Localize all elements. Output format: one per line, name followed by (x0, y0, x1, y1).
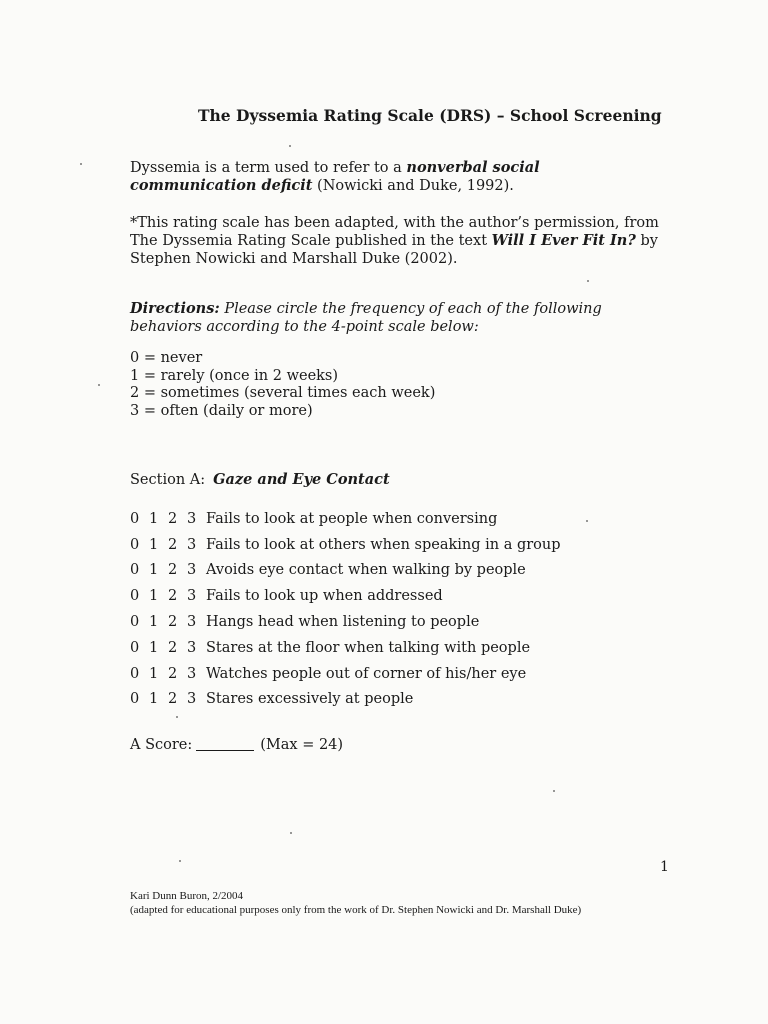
rating-option-0[interactable]: 0 (130, 691, 140, 708)
rating-option-2[interactable]: 2 (168, 588, 178, 605)
behavior-text: Stares at the floor when talking with people (206, 639, 531, 656)
rating-row (130, 661, 561, 687)
book-title: Will I Ever Fit In? (491, 232, 636, 249)
rating-option-1[interactable]: 1 (149, 562, 159, 579)
rating-option-3[interactable]: 3 (187, 536, 197, 553)
rating-option-2[interactable]: 2 (168, 510, 178, 527)
directions-paragraph (130, 300, 650, 336)
scan-speck (179, 860, 181, 862)
directions-text: Please circle the frequency of each of the following behaviors according to the 4-point scale below: (130, 301, 602, 335)
page-number: 1 (660, 859, 669, 875)
section-name: Gaze and Eye Contact (213, 471, 390, 488)
rating-options (130, 640, 206, 656)
scale-item: 1 = rarely (once in 2 weeks) (130, 367, 339, 384)
rating-row (130, 583, 561, 609)
rating-option-1[interactable]: 1 (149, 536, 159, 553)
score-max: (Max = 24) (260, 737, 344, 753)
rating-option-3[interactable]: 3 (187, 562, 197, 579)
scan-speck (553, 790, 555, 792)
rating-items (130, 506, 561, 712)
scan-speck (80, 163, 82, 165)
scan-speck (290, 832, 292, 834)
rating-option-2[interactable]: 2 (168, 536, 178, 553)
behavior-text: Fails to look up when addressed (206, 588, 443, 605)
footer-note: (adapted for educational purposes only from the work of Dr. Stephen Nowicki and Dr. Marshall Duke) (130, 904, 582, 916)
rating-option-0[interactable]: 0 (130, 562, 140, 579)
intro-text-after: (Nowicki and Duke, 1992). (312, 178, 514, 194)
directions-lead: Directions: (130, 300, 220, 317)
rating-row (130, 609, 561, 635)
scan-speck (289, 145, 291, 147)
rating-option-3[interactable]: 3 (187, 614, 197, 631)
scan-speck (587, 280, 589, 282)
rating-option-2[interactable]: 2 (168, 639, 178, 656)
score-line (130, 737, 343, 753)
scale-item: 2 = sometimes (several times each week) (130, 385, 436, 401)
rating-option-3[interactable]: 3 (187, 588, 197, 605)
behavior-text: Fails to look at people when conversing (206, 510, 498, 527)
rating-option-3[interactable]: 3 (187, 510, 197, 527)
rating-row (130, 635, 561, 661)
rating-options (130, 614, 206, 630)
rating-option-1[interactable]: 1 (149, 614, 159, 631)
rating-option-1[interactable]: 1 (149, 588, 159, 605)
score-label: A Score: (130, 737, 193, 753)
scale-item: 3 = often (daily or more) (130, 402, 313, 419)
page-footer (130, 889, 581, 917)
behavior-text: Hangs head when listening to people (206, 614, 480, 631)
adaptation-text-before: *This rating scale has been adapted, with the author’s permission, from The Dyssemia Rating Scale published in the text (130, 215, 659, 249)
rating-row (130, 687, 561, 713)
rating-row (130, 532, 561, 558)
rating-option-0[interactable]: 0 (130, 510, 140, 527)
score-blank-field[interactable] (196, 750, 254, 751)
rating-option-0[interactable]: 0 (130, 536, 140, 553)
rating-options (130, 511, 206, 527)
scan-speck (586, 520, 588, 522)
rating-option-0[interactable]: 0 (130, 665, 140, 682)
rating-option-2[interactable]: 2 (168, 665, 178, 682)
behavior-text: Avoids eye contact when walking by people (206, 562, 526, 579)
rating-option-1[interactable]: 1 (149, 639, 159, 656)
rating-option-0[interactable]: 0 (130, 588, 140, 605)
rating-option-3[interactable]: 3 (187, 639, 197, 656)
rating-option-0[interactable]: 0 (130, 614, 140, 631)
adaptation-paragraph (130, 214, 660, 268)
rating-option-2[interactable]: 2 (168, 691, 178, 708)
intro-text-before: Dyssemia is a term used to refer to a (130, 160, 407, 176)
rating-option-1[interactable]: 1 (149, 510, 159, 527)
intro-paragraph (130, 159, 650, 195)
scan-speck (176, 716, 178, 718)
adaptation-text-after: by Stephen Nowicki and Marshall Duke (2002). (130, 233, 658, 267)
rating-row (130, 506, 561, 532)
rating-option-1[interactable]: 1 (149, 665, 159, 682)
rating-option-1[interactable]: 1 (149, 691, 159, 708)
rating-option-2[interactable]: 2 (168, 614, 178, 631)
section-label: Section A: (130, 472, 206, 488)
rating-options (130, 691, 206, 707)
rating-options (130, 666, 206, 682)
intro-emphasis: nonverbal social communication deficit (130, 159, 540, 194)
rating-options (130, 537, 206, 553)
behavior-text: Watches people out of corner of his/her eye (206, 665, 527, 682)
rating-options (130, 562, 206, 578)
rating-option-3[interactable]: 3 (187, 665, 197, 682)
scale-legend (130, 350, 435, 420)
rating-option-3[interactable]: 3 (187, 691, 197, 708)
rating-row (130, 558, 561, 584)
section-heading (130, 471, 390, 488)
rating-options (130, 588, 206, 604)
rating-option-2[interactable]: 2 (168, 562, 178, 579)
scan-speck (98, 384, 100, 386)
behavior-text: Fails to look at others when speaking in a group (206, 536, 561, 553)
page-title: The Dyssemia Rating Scale (DRS) – School Screening (198, 106, 662, 125)
scale-item: 0 = never (130, 350, 203, 366)
rating-option-0[interactable]: 0 (130, 639, 140, 656)
footer-author: Kari Dunn Buron, 2/2004 (130, 890, 244, 902)
behavior-text: Stares excessively at people (206, 691, 414, 708)
